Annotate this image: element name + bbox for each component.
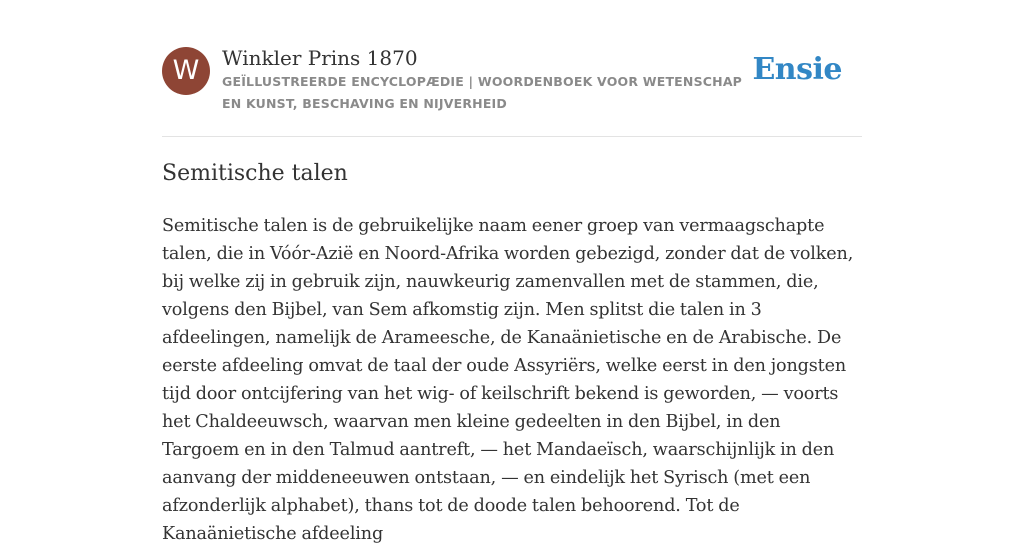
- article-body: Semitische talen is de gebruikelijke naam eener groep van vermaagschapte talen, die in Vóór-Azië en Noord-Afrika worden gebezigd, zonder dat de volken, bij welke zij in gebruik zijn, nauwkeurig zamenvallen met de stammen, die, volgens den Bijbel, van Sem afkomstig zijn. Men splitst die talen in 3 afdeelingen, namelijk de Arameesche, de Kanaänietische en de Arabische. De eerste afdeeling omvat de taal der oude Assyriërs, welke eerst in den jongsten tijd door ontcijfering van het wig- of keilschrift bekend is geworden, — voorts het Chaldeeuwsch, waarvan men kleine gedeelten in den Bijbel, in den Targoem en in den Talmud aantreft, — het Mandaeïsch, waarschijnlijk in den aanvang der middeneeuwen ontstaan, — en eindelijk het Syrisch (met een afzonderlijk alphabet), thans tot de doode talen behoorend. Tot de Kanaänietische afdeeling: [162, 216, 854, 544]
- ensie-logo[interactable]: Ensie: [752, 52, 842, 87]
- publication-title[interactable]: Winkler Prins 1870: [222, 46, 418, 70]
- publication-subtitle: GEÏLLUSTREERDE ENCYCLOPÆDIE | WOORDENBOEK VOOR WETENSCHAP EN KUNST, BESCHAVING EN NIJVERHEID: [222, 74, 743, 111]
- avatar[interactable]: W: [162, 47, 210, 95]
- article-title: Semitische talen: [162, 161, 348, 186]
- publication-header: [162, 44, 862, 137]
